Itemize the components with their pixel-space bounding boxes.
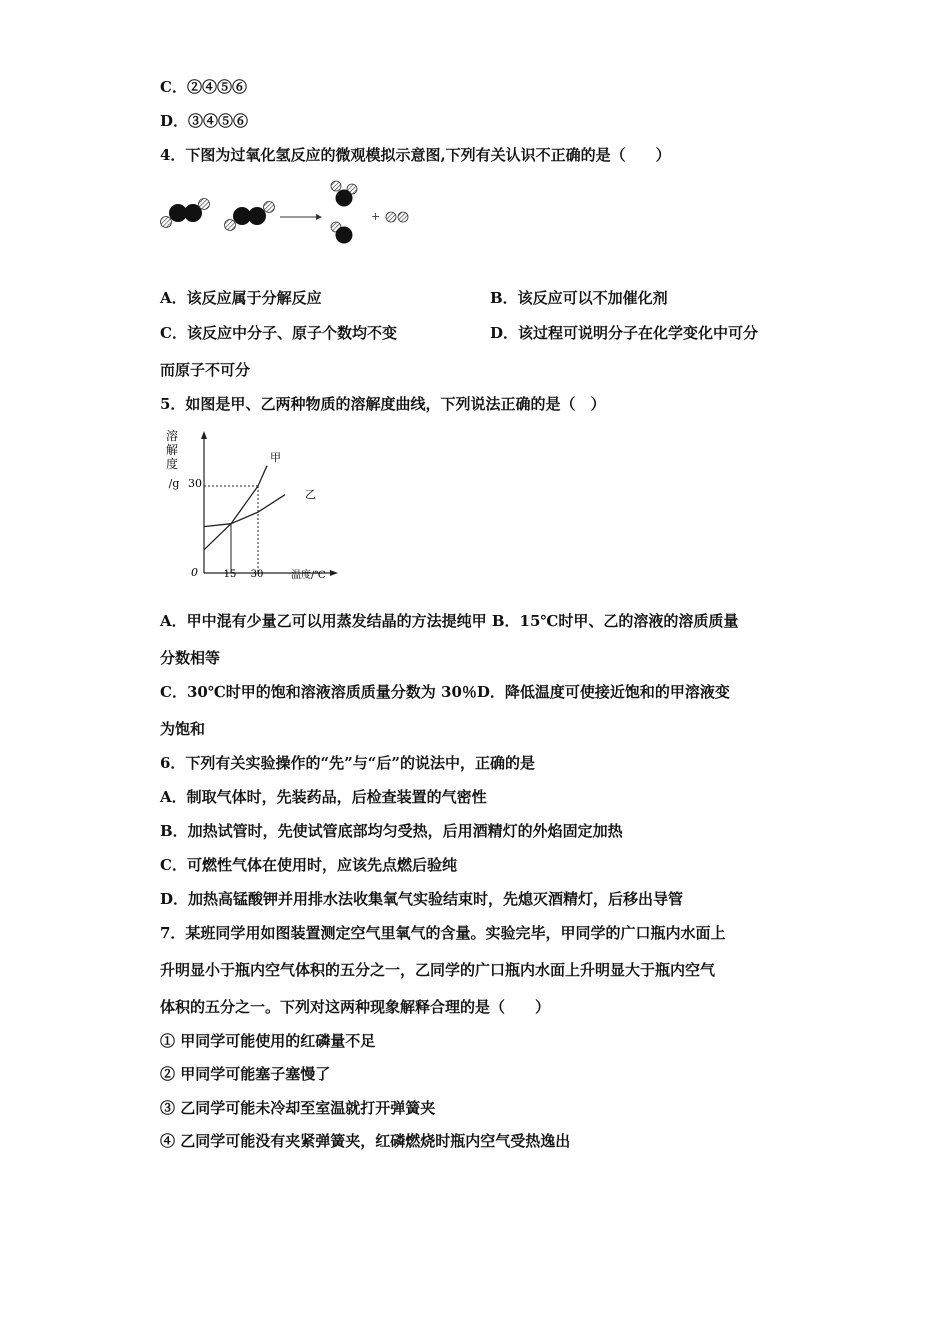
y-axis-arrow — [201, 431, 207, 439]
option-5c: C．30℃时甲的饱和溶液溶质质量分数为 30％D．降低温度可使接近饱和的甲溶液变 — [160, 683, 730, 701]
y-label-char-1: 溶 — [165, 429, 179, 443]
option-c-prev: C．②④⑤⑥ — [160, 78, 247, 96]
x-tick-15: 15 — [223, 569, 237, 580]
water-molecule-2 — [331, 222, 353, 244]
option-6a: A．制取气体时，先装药品，后检查装置的气密性 — [160, 788, 487, 806]
h2o2-molecule-2 — [225, 202, 275, 231]
y-axis-label — [166, 428, 179, 490]
origin-label: 0 — [191, 566, 198, 579]
solubility-chart — [160, 425, 345, 585]
y-label-char-4: /g — [168, 477, 180, 490]
statement-2: ② 甲同学可能塞子塞慢了 — [160, 1065, 331, 1083]
x-axis-label: 温度/℃ — [291, 570, 326, 581]
statement-4: ④ 乙同学可能没有夹紧弹簧夹，红磷燃烧时瓶内空气受热逸出 — [160, 1132, 571, 1150]
option-6c: C．可燃性气体在使用时，应该先点燃后验纯 — [160, 856, 457, 874]
y-label-char-3: 度 — [165, 457, 179, 471]
question-6: 6．下列有关实验操作的“先”与“后”的说法中，正确的是 — [160, 754, 535, 772]
series-label-yi: 乙 — [305, 488, 316, 501]
option-4d: D．该过程可说明分子在化学变化中可分 — [490, 324, 759, 342]
option-6b: B．加热试管时，先使试管底部均匀受热，后用酒精灯的外焰固定加热 — [160, 822, 623, 840]
y-tick-30: 30 — [188, 477, 202, 490]
option-6d: D．加热高锰酸钾并用排水法收集氧气实验结束时，先熄灭酒精灯，后移出导管 — [160, 890, 684, 908]
question-7: 7．某班同学用如图装置测定空气里氧气的含量。实验完毕，甲同学的广口瓶内水面上 — [160, 924, 726, 942]
question-7-line-3: 体积的五分之一。下列对这两种现象解释合理的是（ ） — [160, 998, 551, 1016]
y-label-char-2: 解 — [165, 443, 179, 457]
question-7-line-2: 升明显小于瓶内空气体积的五分之一，乙同学的广口瓶内水面上升明显大于瓶内空气 — [160, 961, 716, 979]
option-5a: A．甲中混有少量乙可以用蒸发结晶的方法提纯甲 B．15℃时甲、乙的溶液的溶质质量 — [160, 612, 739, 630]
series-label-jia: 甲 — [270, 451, 281, 464]
option-4a: A．该反应属于分解反应 — [160, 289, 322, 307]
option-5a-cont: 分数相等 — [160, 649, 221, 667]
x-axis-arrow — [330, 570, 338, 576]
question-5: 5．如图是甲、乙两种物质的溶解度曲线，下列说法正确的是（ ） — [160, 395, 606, 413]
option-4b: B．该反应可以不加催化剂 — [490, 289, 668, 307]
reaction-diagram — [158, 180, 418, 250]
option-4c: C．该反应中分子、原子个数均不变 — [160, 324, 397, 342]
arrow-icon — [280, 214, 322, 220]
series-line-乙 — [204, 495, 285, 527]
statement-3: ③ 乙同学可能未冷却至室温就打开弹簧夹 — [160, 1099, 436, 1117]
option-4d-cont: 而原子不可分 — [160, 361, 251, 379]
question-4: 4．下图为过氧化氢反应的微观模拟示意图,下列有关认识不正确的是（ ） — [160, 146, 671, 164]
statement-1: ① 甲同学可能使用的红磷量不足 — [160, 1032, 376, 1050]
option-d-prev: D．③④⑤⑥ — [160, 112, 249, 130]
plus-sign: + — [371, 210, 381, 223]
h2o2-molecule-1 — [161, 199, 210, 228]
water-molecule-1 — [331, 181, 357, 207]
x-tick-30: 30 — [250, 569, 264, 580]
hydrogen-molecule — [386, 212, 408, 222]
option-5c-cont: 为饱和 — [160, 720, 206, 738]
